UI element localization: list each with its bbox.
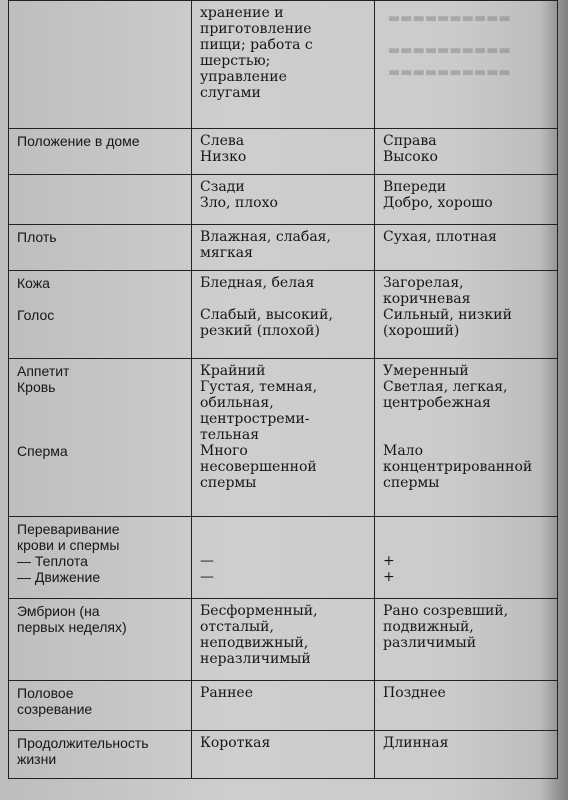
- cell-line: различимый: [383, 635, 477, 651]
- cell-line: Низко: [200, 149, 247, 165]
- cell-line: первых неделях): [17, 619, 127, 635]
- cell-line: —: [200, 553, 214, 569]
- right-value-cell: [375, 517, 558, 599]
- cell-line: Переваривание: [17, 521, 120, 537]
- row-label-cell: [9, 129, 192, 175]
- right-value-cell: [375, 175, 558, 225]
- table-row: [9, 175, 558, 225]
- cell-line: Крайний: [200, 363, 266, 379]
- cell-line: созревание: [17, 701, 93, 717]
- row-label-cell: [9, 1, 192, 129]
- cell-line: слугами: [200, 85, 261, 101]
- cell-line: хранение и: [200, 5, 284, 21]
- cell-line: Влажная, слабая,: [200, 229, 331, 245]
- cell-line: Густая, темная,: [200, 379, 318, 395]
- cell-line: шерстью;: [200, 53, 271, 69]
- cell-line: +: [383, 553, 395, 569]
- cell-line: Кожа: [17, 275, 50, 291]
- cell-line: Аппетит: [17, 363, 70, 379]
- cell-line: центростреми-: [200, 411, 310, 427]
- cell-line: центробежная: [383, 395, 491, 411]
- right-value-cell: [375, 129, 558, 175]
- cell-line: Сильный, низкий: [383, 307, 512, 323]
- cell-line: несовершенной: [200, 459, 317, 475]
- cell-line: пищи; работа с: [200, 37, 313, 53]
- cell-line: Бледная, белая: [200, 275, 315, 291]
- row-label-cell: [9, 359, 192, 517]
- show-through-text: ▬▬▬▬▬▬▬▬▬▬: [388, 11, 511, 26]
- table-body: [9, 1, 558, 779]
- cell-line: Умеренный: [383, 363, 469, 379]
- left-value-cell: [192, 599, 375, 681]
- cell-line: — Теплота: [17, 553, 88, 569]
- right-value-cell: [375, 681, 558, 731]
- cell-line: — Движение: [17, 569, 101, 585]
- cell-line: Много: [200, 443, 248, 459]
- cell-line: —: [200, 569, 214, 585]
- cell-line: неподвижный,: [200, 635, 309, 651]
- cell-line: Впереди: [383, 179, 447, 195]
- cell-line: Бесформенный,: [200, 603, 318, 619]
- cell-line: коричневая: [383, 291, 471, 307]
- cell-line: Раннее: [200, 685, 253, 701]
- cell-line: Плоть: [17, 229, 57, 245]
- cell-line: Рано созревший,: [383, 603, 509, 619]
- left-value-cell: [192, 681, 375, 731]
- cell-line: спермы: [383, 475, 440, 491]
- cell-line: Светлая, легкая,: [383, 379, 508, 395]
- cell-line: мягкая: [200, 245, 253, 261]
- cell-line: Мало: [383, 443, 424, 459]
- comparison-table: [8, 0, 558, 779]
- cell-line: Загорелая,: [383, 275, 464, 291]
- right-value-cell: [375, 271, 558, 359]
- cell-line: Слабый, высокий,: [200, 307, 333, 323]
- cell-line: Слева: [200, 133, 245, 149]
- cell-line: неразличимый: [200, 651, 311, 667]
- show-through-text: ▬▬▬▬▬▬▬▬▬▬: [388, 65, 511, 80]
- cell-line: Сухая, плотная: [383, 229, 497, 245]
- cell-line: жизни: [17, 751, 57, 767]
- cell-line: Половое: [17, 685, 74, 701]
- row-label-cell: [9, 599, 192, 681]
- cell-line: резкий (плохой): [200, 323, 320, 339]
- row-label-cell: [9, 731, 192, 779]
- cell-line: приготовление: [200, 21, 312, 37]
- right-value-cell: [375, 731, 558, 779]
- row-label-cell: [9, 681, 192, 731]
- cell-line: Короткая: [200, 735, 271, 751]
- table-row: [9, 359, 558, 517]
- row-label-cell: [9, 175, 192, 225]
- table-row: [9, 1, 558, 129]
- right-value-cell: [375, 599, 558, 681]
- cell-line: (хороший): [383, 323, 460, 339]
- left-value-cell: [192, 271, 375, 359]
- cell-line: Позднее: [383, 685, 446, 701]
- table-row: [9, 225, 558, 271]
- cell-line: Голос: [17, 307, 55, 323]
- cell-line: Продолжительность: [17, 735, 149, 751]
- cell-line: Сзади: [200, 179, 245, 195]
- row-label-cell: [9, 517, 192, 599]
- table-row: [9, 599, 558, 681]
- right-value-cell: [375, 1, 558, 129]
- left-value-cell: [192, 175, 375, 225]
- cell-line: Кровь: [17, 379, 56, 395]
- table-row: [9, 129, 558, 175]
- cell-line: Сперма: [17, 443, 68, 459]
- left-value-cell: [192, 359, 375, 517]
- cell-line: Высоко: [383, 149, 438, 165]
- cell-line: обильная,: [200, 395, 274, 411]
- cell-line: тельная: [200, 427, 260, 443]
- cell-line: концентрированной: [383, 459, 533, 475]
- cell-line: Справа: [383, 133, 437, 149]
- cell-line: Положение в доме: [17, 133, 140, 149]
- cell-line: подвижный,: [383, 619, 474, 635]
- right-value-cell: [375, 225, 558, 271]
- cell-line: Длинная: [383, 735, 449, 751]
- left-value-cell: [192, 225, 375, 271]
- cell-line: спермы: [200, 475, 257, 491]
- row-label-cell: [9, 225, 192, 271]
- left-value-cell: [192, 517, 375, 599]
- left-value-cell: [192, 1, 375, 129]
- table-row: [9, 271, 558, 359]
- table-row: [9, 731, 558, 779]
- cell-line: +: [383, 569, 395, 585]
- cell-line: Добро, хорошо: [383, 195, 493, 211]
- right-value-cell: [375, 359, 558, 517]
- left-value-cell: [192, 129, 375, 175]
- cell-line: Эмбрион (на: [17, 603, 100, 619]
- table-row: [9, 681, 558, 731]
- show-through-text: ▬▬▬▬▬▬▬▬▬▬: [388, 43, 511, 58]
- cell-line: отсталый,: [200, 619, 274, 635]
- left-value-cell: [192, 731, 375, 779]
- row-label-cell: [9, 271, 192, 359]
- cell-line: крови и спермы: [17, 537, 120, 553]
- cell-line: Зло, плохо: [200, 195, 278, 211]
- table-row: [9, 517, 558, 599]
- cell-line: управление: [200, 69, 287, 85]
